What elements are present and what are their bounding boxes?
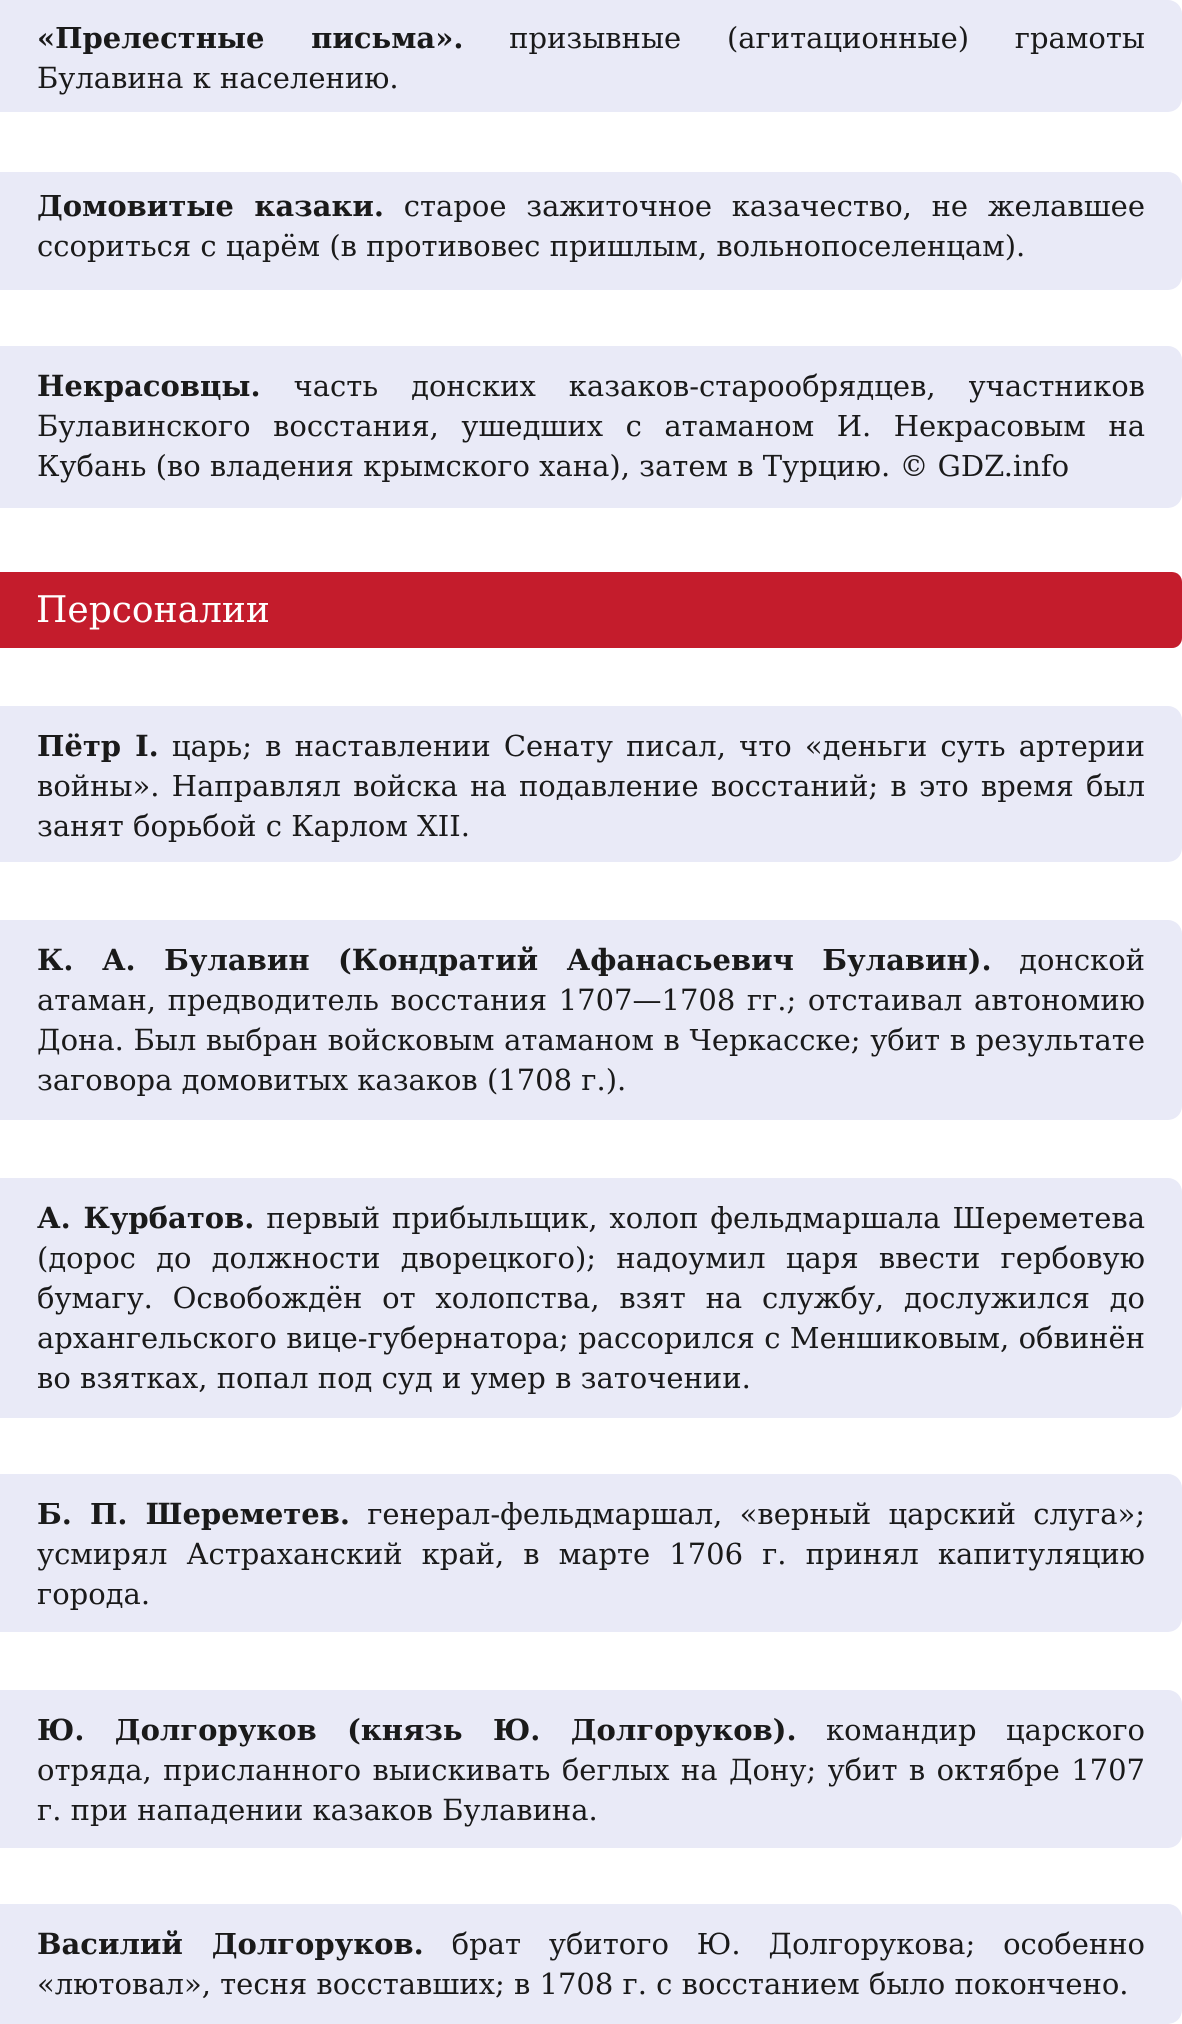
entry-paragraph xyxy=(37,1924,1145,2004)
entry-definition: генерал-фельдмаршал, «верный царский слуга»; усмирял Астраханский край, в марте 1706 г. принял капитуляцию города. xyxy=(37,1497,1145,1611)
entry-paragraph xyxy=(37,726,1145,846)
entry-paragraph xyxy=(37,1494,1145,1614)
entry-paragraph xyxy=(37,18,1145,98)
entry-definition: царь; в наставлении Сенату писал, что «деньги суть артерии войны». Направлял войска на подавление восстаний; в это время был занят борьбой с Карлом XII. xyxy=(37,729,1146,843)
entry-definition: часть донских казаков-старообрядцев, участников Булавинского восстания, ушедших с атаманом И. Некрасовым на Кубань (во владения крымского хана), затем в Турцию. © GDZ.info xyxy=(37,369,1145,483)
entry-definition: старое зажиточное казачество, не желавшее ссориться с царём (в противовес пришлым, вольнопоселенцам). xyxy=(37,189,1145,263)
entry-term: Пётр I. xyxy=(37,729,159,763)
person-entry-sheremetev xyxy=(0,1474,1182,1632)
entry-paragraph xyxy=(37,366,1145,486)
entry-term: Домовитые казаки. xyxy=(37,189,385,223)
glossary-entry-prelestnye-pisma xyxy=(0,0,1182,112)
person-entry-yu-dolgorukov xyxy=(0,1690,1182,1848)
entry-definition: брат убитого Ю. Долгорукова; особенно «лютовал», тесня восставших; в 1708 г. с восстанием было покончено. xyxy=(37,1927,1146,2001)
entry-term: Б. П. Шереметев. xyxy=(37,1497,350,1531)
entry-term: Некрасовцы. xyxy=(37,369,261,403)
entry-paragraph xyxy=(37,186,1145,266)
person-entry-petr-i xyxy=(0,706,1182,862)
entry-term: Ю. Долгоруков (князь Ю. Долгоруков). xyxy=(37,1713,797,1747)
entry-paragraph xyxy=(37,940,1145,1100)
glossary-entry-nekrasovtsy xyxy=(0,346,1182,508)
entry-term: К. А. Булавин (Кондратий Афанасьевич Булавин). xyxy=(37,943,992,977)
entry-paragraph xyxy=(37,1198,1145,1398)
section-banner xyxy=(0,572,1182,648)
entry-paragraph xyxy=(37,1710,1145,1830)
entry-definition: донской атаман, предводитель восстания 1707—1708 гг.; отстаивал автономию Дона. Был выбран войсковым атаманом в Черкасске; убит в результате заговора домовитых казаков (1708 г.). xyxy=(37,943,1145,1097)
entry-definition: призывные (агитационные) грамоты Булавина к населению. xyxy=(37,21,1145,95)
person-entry-bulavin xyxy=(0,920,1182,1120)
entry-definition: командир царского отряда, присланного выискивать беглых на Дону; убит в октябре 1707 г. при нападении казаков Булавина. xyxy=(37,1713,1145,1827)
section-title: Персоналии xyxy=(36,589,270,631)
entry-term: А. Курбатов. xyxy=(37,1201,255,1235)
entry-term: «Прелестные письма». xyxy=(37,21,464,55)
entry-definition: первый прибыльщик, холоп фельдмаршала Шереметева (дорос до должности дворецкого); надоумил царя ввести гербовую бумагу. Освобождён от холопства, взят на службу, дослужился до архангельского вице-губернатора; рассорился с Меншиковым, обвинён во взятках, попал под суд и умер в заточении. xyxy=(37,1201,1145,1395)
person-entry-vasily-dolgorukov xyxy=(0,1904,1182,2024)
person-entry-kurbatov xyxy=(0,1178,1182,1418)
glossary-entry-domovitye-kazaki xyxy=(0,172,1182,290)
entry-term: Василий Долгоруков. xyxy=(37,1927,424,1961)
